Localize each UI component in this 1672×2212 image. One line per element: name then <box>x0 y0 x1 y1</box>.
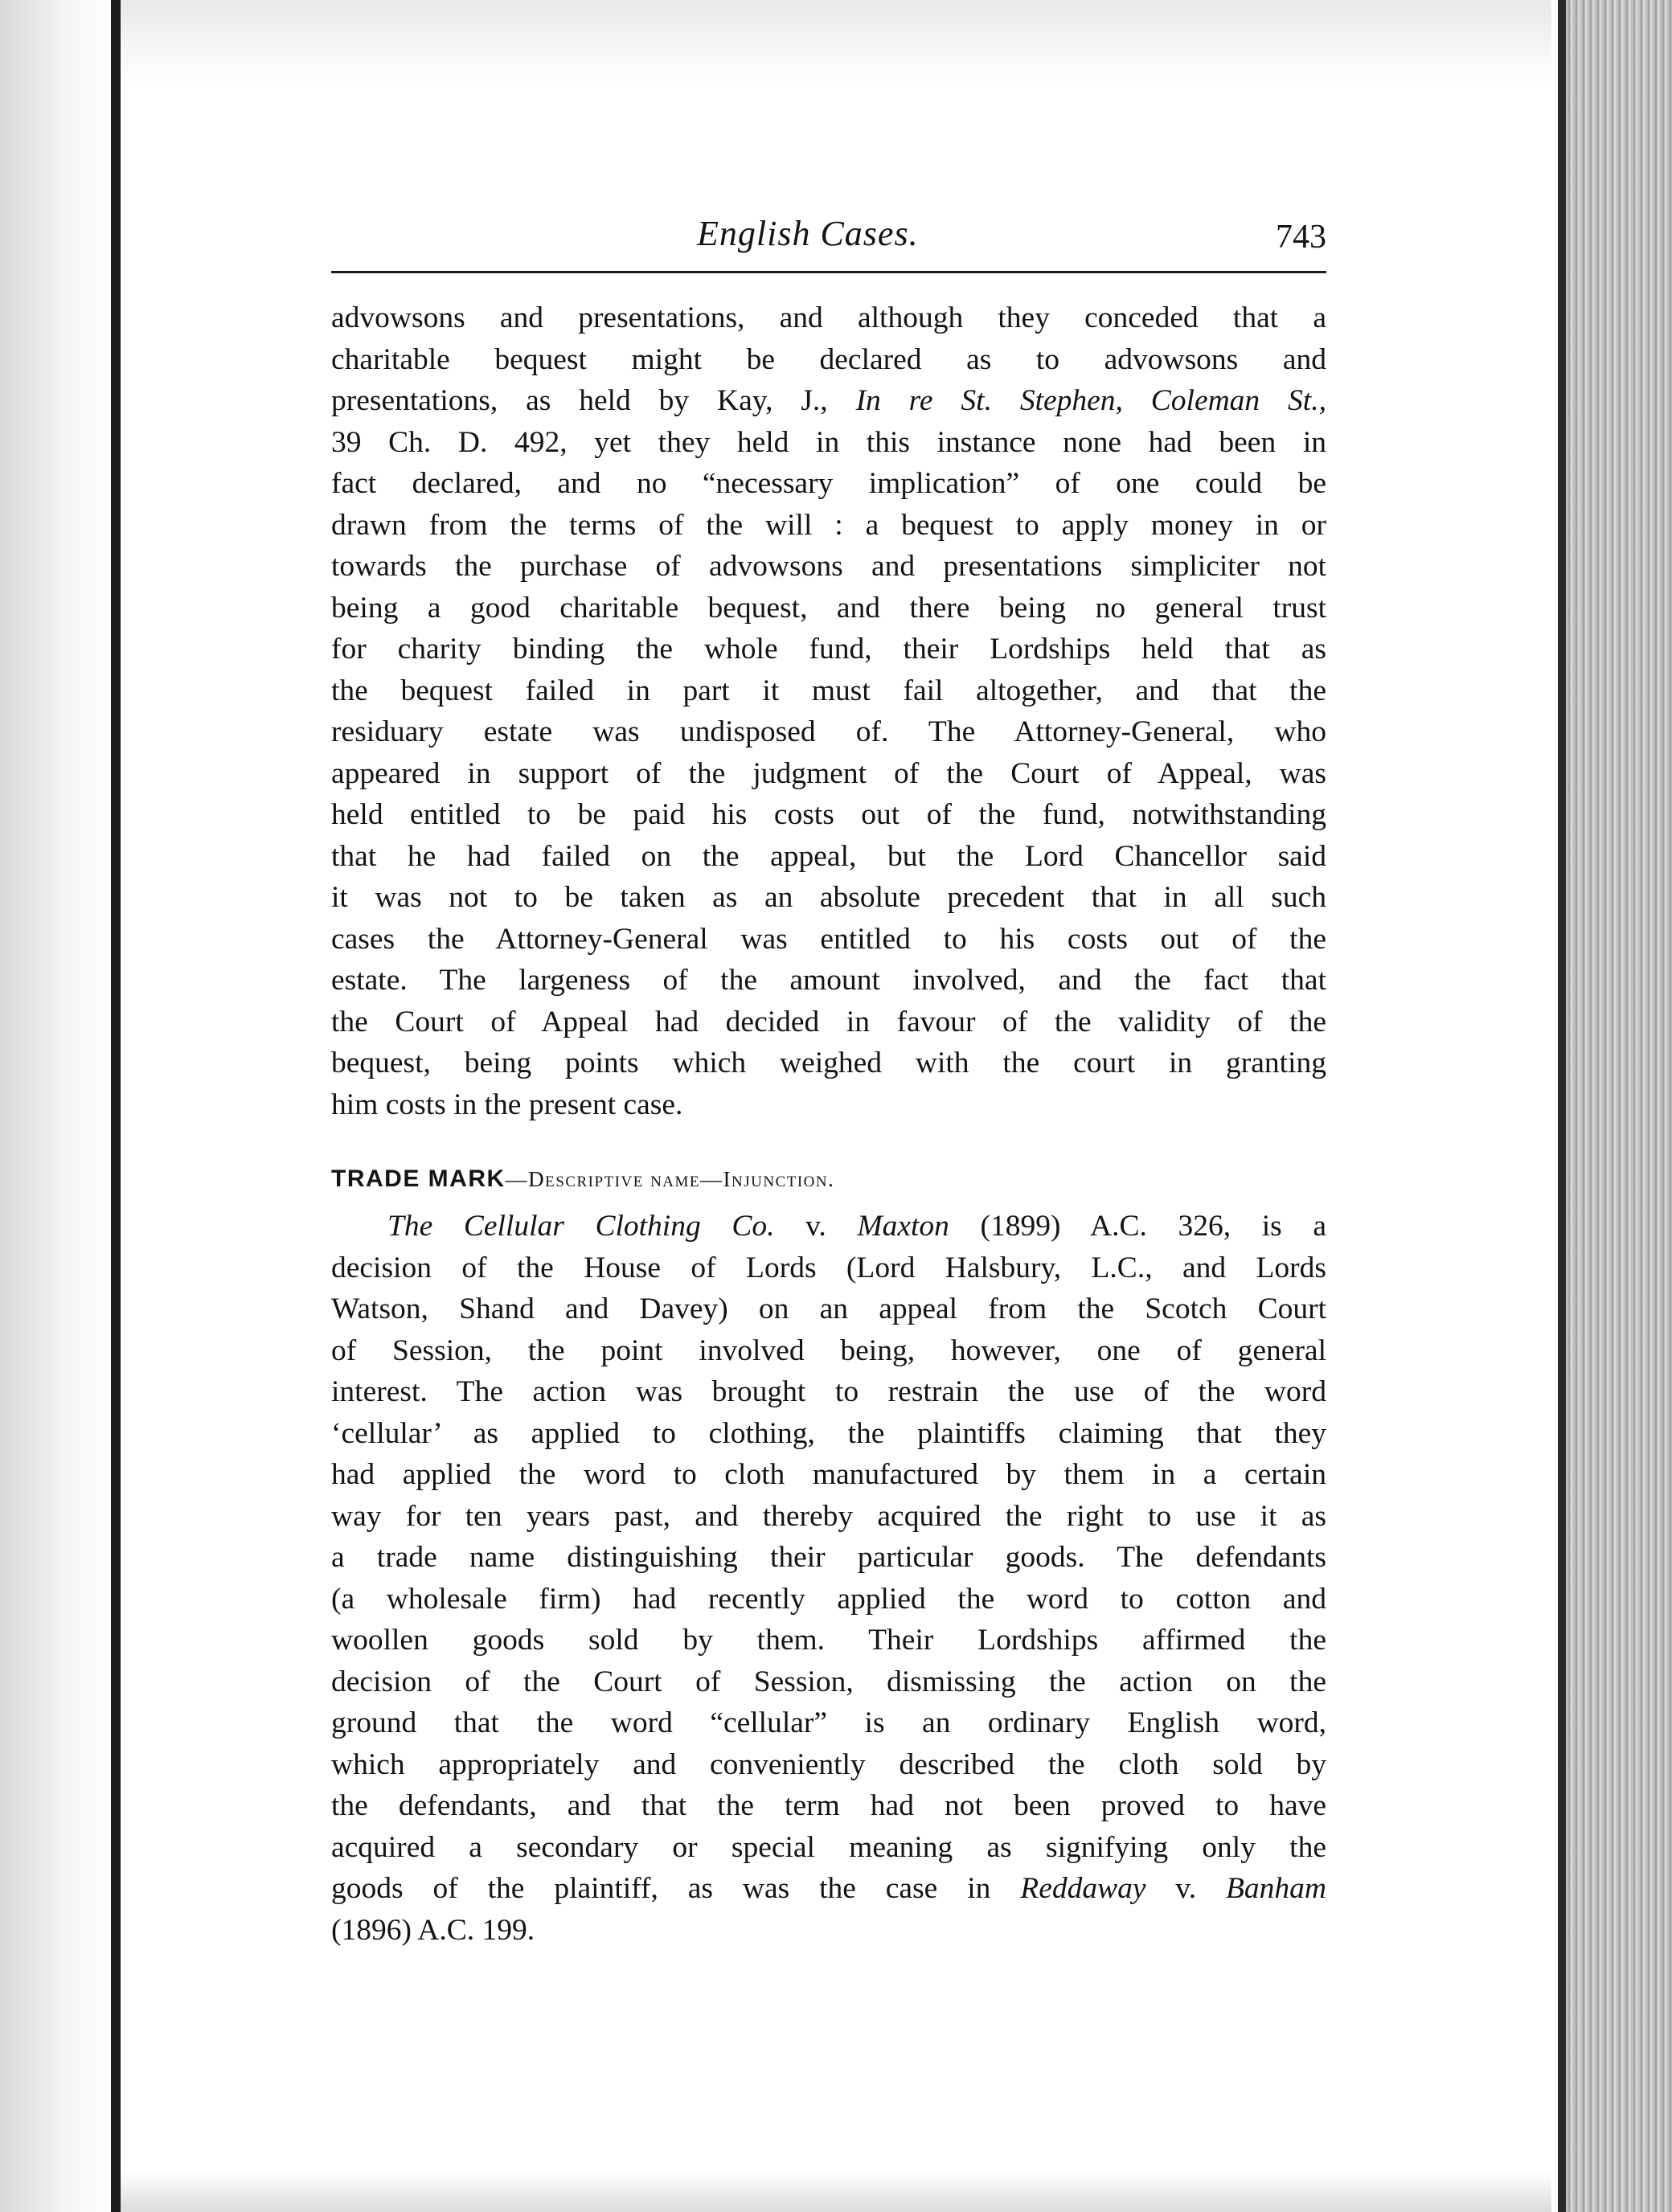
section-heading <box>331 1165 1326 1193</box>
case-name-italic: Banham <box>1226 1872 1326 1905</box>
text-line: drawn from the terms of the will : a bequest to apply money in or <box>331 508 1326 542</box>
text-line-citation <box>331 380 1326 422</box>
text-line: had applied the word to cloth manufactured by them in a certain <box>331 1458 1326 1491</box>
text-line: him costs in the present case. <box>331 1088 683 1121</box>
text-line: ground that the word “cellular” is an ordinary English word, <box>331 1706 1326 1739</box>
paragraph-advowsons <box>331 297 1326 1125</box>
scan-edge-left <box>0 0 113 2212</box>
running-head <box>331 213 1326 269</box>
text-line: estate. The largeness of the amount involved, and the fact that <box>331 964 1326 997</box>
heading-subtitle: —Descriptive name—Injunction. <box>505 1167 835 1191</box>
text-line: for charity binding the whole fund, their Lordships held that as <box>331 633 1326 666</box>
scan-edge-bottom <box>121 2172 1551 2212</box>
text-line: decision of the House of Lords (Lord Halsbury, L.C., and Lords <box>331 1251 1326 1284</box>
scan-edge-line-right <box>1558 0 1566 2212</box>
text-line: decision of the Court of Session, dismissing the action on the <box>331 1665 1326 1698</box>
case-citation: (1899) A.C. 326, is a <box>949 1210 1326 1243</box>
text-line: 39 Ch. D. 492, yet they held in this instance none had been in <box>331 425 1326 459</box>
text-line: a trade name distinguishing their particular goods. The defendants <box>331 1541 1326 1574</box>
text-line: the bequest failed in part it must fail altogether, and that the <box>331 674 1326 707</box>
text-line: it was not to be taken as an absolute precedent that in all such <box>331 881 1326 914</box>
text-line: bequest, being points which weighed with the court in granting <box>331 1047 1326 1079</box>
text-line-case <box>331 1206 1326 1247</box>
case-v: v. <box>774 1210 858 1243</box>
scan-page-stack-right <box>1559 0 1672 2212</box>
text-line: held entitled to be paid his costs out of the fund, notwithstanding <box>331 798 1326 831</box>
text-line: the Court of Appeal had decided in favour of the validity of the <box>331 1005 1326 1038</box>
text-line: ‘cellular’ as applied to clothing, the plaintiffs claiming that they <box>331 1416 1326 1450</box>
text-line: way for ten years past, and thereby acquired the right to use it as <box>331 1499 1326 1533</box>
text-line-reference <box>331 1868 1326 1910</box>
text-line: towards the purchase of advowsons and presentations simpliciter not <box>331 550 1326 583</box>
text-line: fact declared, and no “necessary implication” of one could be <box>331 467 1326 500</box>
heading-bold: TRADE MARK <box>331 1165 506 1192</box>
case-v: v. <box>1145 1872 1226 1905</box>
running-title: English Cases. <box>697 214 919 253</box>
case-name-italic: Reddaway <box>1020 1872 1146 1905</box>
text-line: Watson, Shand and Davey) on an appeal from the Scotch Court <box>331 1292 1326 1325</box>
text-line: that he had failed on the appeal, but the Lord Chancellor said <box>331 839 1326 873</box>
text-line: (1896) A.C. 199. <box>331 1913 535 1947</box>
text-line: (a wholesale firm) had recently applied the word to cotton and <box>331 1582 1326 1616</box>
text-line: which appropriately and conveniently described the cloth sold by <box>331 1747 1326 1781</box>
text-line: residuary estate was undisposed of. The Attorney-General, who <box>331 715 1326 748</box>
case-name-italic: The Cellular Clothing Co. <box>387 1210 775 1243</box>
case-citation-italic: In re St. Stephen, Coleman St., <box>855 384 1326 417</box>
text-line: of Session, the point involved being, however, one of general <box>331 1333 1326 1367</box>
text-line: cases the Attorney-General was entitled to his costs out of the <box>331 922 1326 956</box>
text-line: appeared in support of the judgment of the Court of Appeal, was <box>331 756 1326 790</box>
scan-binding-line <box>111 0 121 2212</box>
text-line: the defendants, and that the term had not been proved to have <box>331 1789 1326 1822</box>
scan-edge-top <box>121 0 1551 88</box>
text-line: interest. The action was brought to restrain the use of the word <box>331 1375 1326 1408</box>
paragraph-trade-mark <box>331 1206 1326 1951</box>
book-page <box>331 213 1326 1951</box>
header-rule <box>331 271 1326 273</box>
page-number: 743 <box>1276 219 1326 256</box>
text-line: woollen goods sold by them. Their Lordships affirmed the <box>331 1624 1326 1657</box>
case-name-italic: Maxton <box>857 1210 949 1243</box>
citation-prefix: presentations, as held by Kay, J., <box>331 384 856 417</box>
text-line: charitable bequest might be declared as to advowsons and <box>331 342 1326 376</box>
text-line: being a good charitable bequest, and there being no general trust <box>331 591 1326 625</box>
text-line: advowsons and presentations, and although they conceded that a <box>331 301 1326 334</box>
text-line: acquired a secondary or special meaning as signifying only the <box>331 1830 1326 1864</box>
reference-prefix: goods of the plaintiff, as was the case in <box>331 1872 1021 1905</box>
